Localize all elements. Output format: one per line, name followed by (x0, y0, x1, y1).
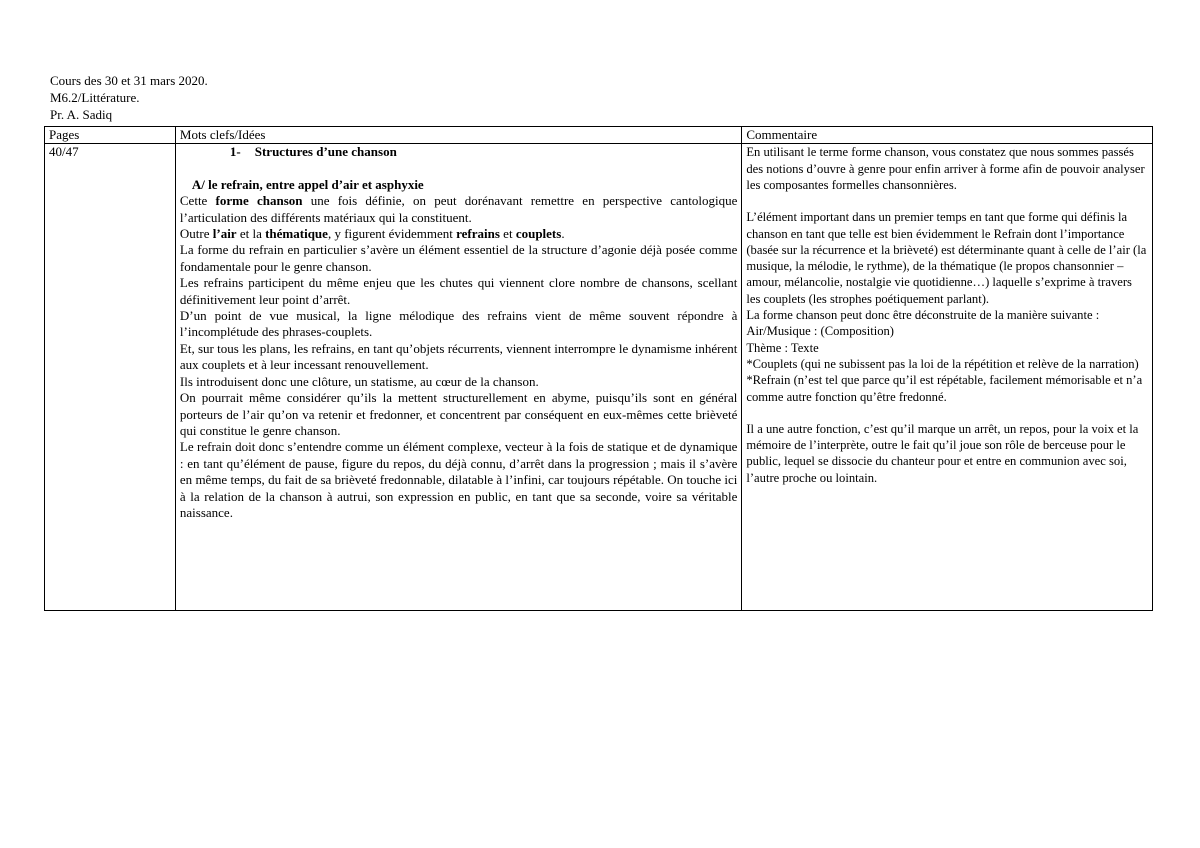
comment-line: Thème : Texte (746, 340, 819, 355)
paragraph: Le refrain doit donc s’entendre comme un élément complexe, vecteur à la fois de statique et de dynamique : en tant qu’élément de pause, figure du repos, du déjà connu, d’arrêt dans la progression ; mais il s’avère en même temps, du fait de sa brièveté fredonnable, dilatable à l’infini, car toujours répétable. On touche ici à la relation de la chanson à autrui, son expression en public, en tant que sa seconde, voire sa véritable naissance. (179, 439, 738, 520)
course-date: Cours des 30 et 31 mars 2020. (50, 73, 208, 88)
document-header (50, 72, 208, 123)
paragraph: Les refrains participent du même enjeu que les chutes qui viennent clore nombre de chansons, scellant définitivement leur point d’arrêt. (179, 275, 738, 307)
comment-paragraph: La forme chanson peut donc être déconstruite de la manière suivante : (746, 308, 1100, 323)
comment-line: *Refrain (n’est tel que parce qu’il est répétable, facilement mémorisable et n’a comme autre fonction qu’être fredonné. (746, 373, 1143, 404)
paragraph: La forme du refrain en particulier s’avère un élément essentiel de la structure d’agonie déjà posée comme fondamentale pour le genre chanson. (179, 242, 738, 274)
comment-paragraph: Il a une autre fonction, c’est qu’il marque un arrêt, un repos, pour la voix et la mémoire de l’interprète, outre le fait qu’il joue son rôle de berceuse pour le public, lequel se dissocie du chanteur pour et entre en communion avec soi, l’autre proche ou lointain. (746, 421, 1139, 485)
keywords-cell (175, 144, 741, 611)
paragraph: Ils introduisent donc une clôture, un statisme, au cœur de la chanson. (179, 373, 539, 389)
commentary-cell (742, 144, 1153, 611)
section-heading: 1- Structures d’une chanson (229, 144, 397, 160)
comment-paragraph: En utilisant le terme forme chanson, vous constatez que nous sommes passés des notions d’ouvre à genre pour enfin arriver à forme afin de pouvoir analyser les composantes formelles chansonnières. (746, 145, 1145, 192)
course-table (44, 126, 1153, 611)
paragraph: Outre l’air et la thématique, y figurent évidemment refrains et couplets. (179, 226, 565, 242)
professor-name: Pr. A. Sadiq (50, 107, 113, 122)
comment-line: Air/Musique : (Composition) (746, 324, 894, 339)
comment-paragraph: L’élément important dans un premier temps en tant que forme qui définis la chanson en tant que telle est bien évidemment le Refrain dont l’importance (basée sur la récurrence et la brièveté) est déterminante quant à celle de l’air (la musique, la mélodie, le rythme), de la thématique (le propos chansonnier –amour, mélancolie, nostalgie vie quotidienne…) laquelle s’exprime à travers les couplets (les strophes poétiquement parlant). (746, 210, 1147, 306)
paragraph: On pourrait même considérer qu’ils la mettent structurellement en abyme, puisqu’ils sont en général porteurs de l’air qu’on va retenir et fredonner, et concentrent par conséquent en eux-mêmes cette brièveté qui constitue le genre chanson. (179, 390, 738, 438)
header-keywords: Mots clefs/Idées (175, 127, 741, 144)
header-pages: Pages (45, 127, 176, 144)
paragraph: D’un point de vue musical, la ligne mélodique des refrains vient de même souvent répondre à l’incomplétude des phrases-couplets. (179, 308, 738, 340)
subsection-heading: A/ le refrain, entre appel d’air et asphyxie (191, 176, 424, 192)
header-commentary: Commentaire (742, 127, 1153, 144)
table-header-row (45, 127, 1153, 144)
comment-line: *Couplets (qui ne subissent pas la loi de la répétition et relève de la narration) (746, 356, 1139, 371)
pages-cell: 40/47 (45, 144, 176, 611)
table-row (45, 144, 1153, 611)
paragraph: Et, sur tous les plans, les refrains, en tant qu’objets récurrents, viennent interrompre le dynamisme inhérent aux couplets et à leur incessant renouvellement. (179, 340, 738, 373)
paragraph: Cette forme chanson une fois définie, on peut dorénavant remettre en perspective cantologique l’articulation des différents matériaux qui la constituent. (179, 193, 738, 225)
course-module: M6.2/Littérature. (50, 90, 140, 105)
